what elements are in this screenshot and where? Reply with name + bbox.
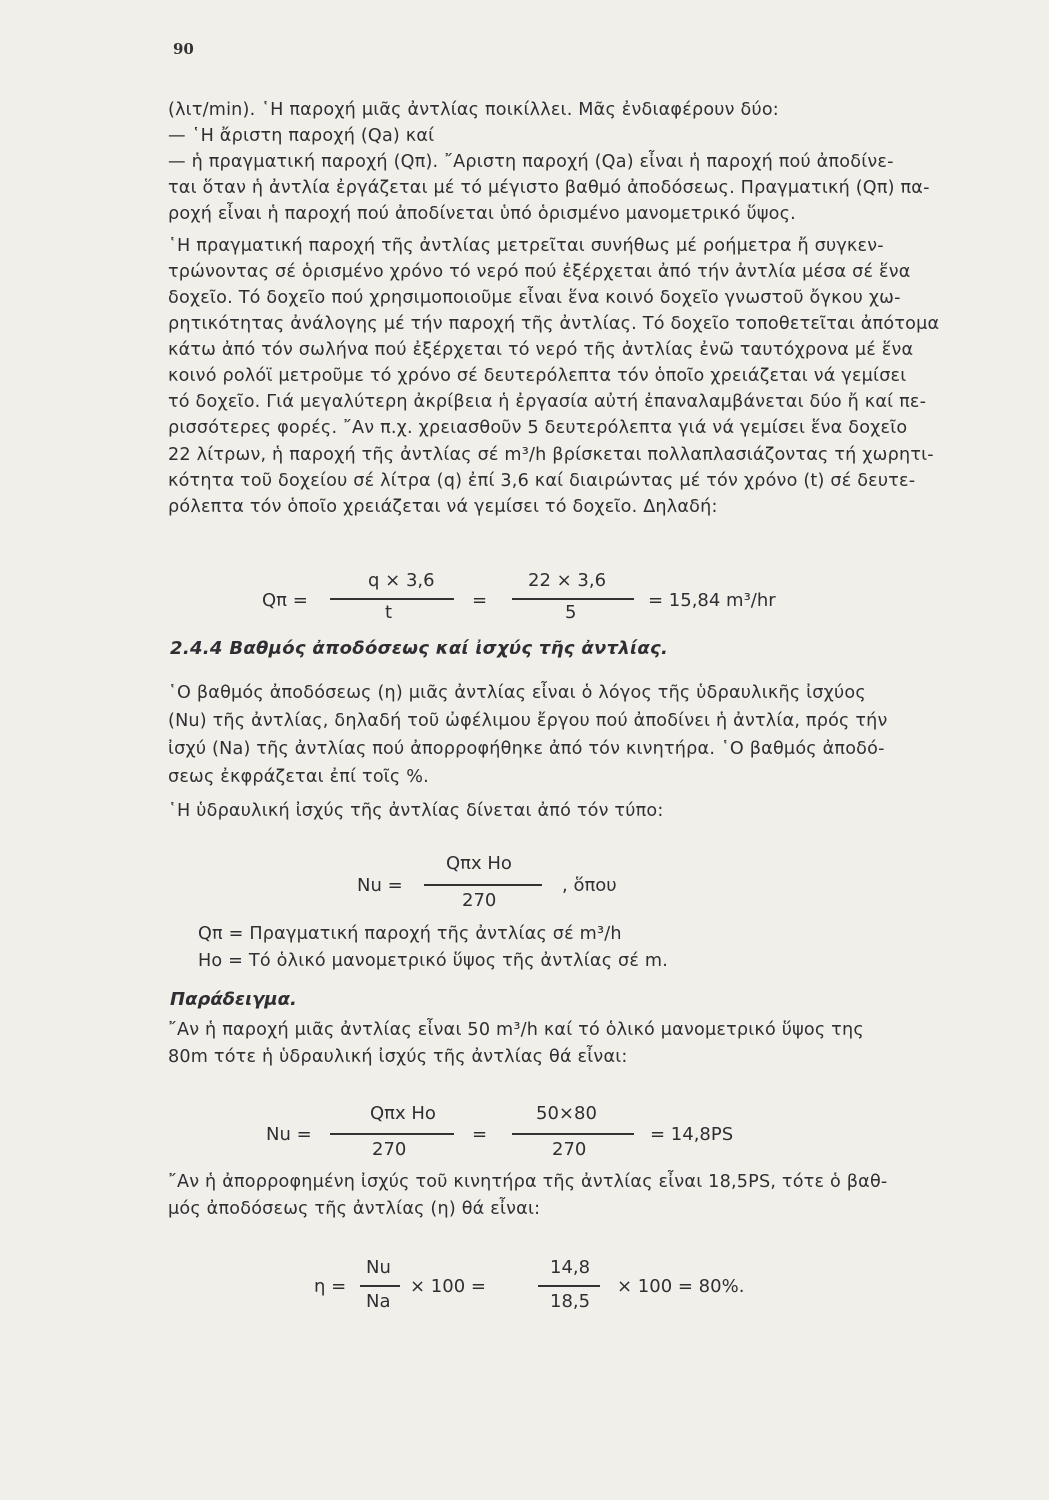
formula-lhs: Nu = <box>357 875 403 896</box>
fraction-numerator: Qπx Ho <box>446 853 512 874</box>
fraction-numerator: Nu <box>366 1257 391 1278</box>
page-number: 90 <box>173 40 194 58</box>
text-line: — ῾Η ἄριστη παροχή (Qa) καί <box>168 126 435 146</box>
multiply-term: × 100 = <box>410 1276 486 1297</box>
text-line: ῎Αν ἡ ἀπορροφημένη ἰσχύς τοῦ κινητήρα τῆς ἀντλίας εἶναι 18,5PS, τότε ὁ βαθ- <box>168 1172 888 1192</box>
text-line: ῎Αν ἡ παροχή μιᾶς ἀντλίας εἶναι 50 m³/h καί τό ὁλικό μανομετρικό ὕψος της <box>168 1020 864 1040</box>
text-line: 22 λίτρων, ἡ παροχή τῆς ἀντλίας σέ m³/h βρίσκεται πολλαπλασιάζοντας τή χωρητι- <box>168 445 934 465</box>
text-line: 80m τότε ἡ ὑδραυλική ἰσχύς τῆς ἀντλίας θά εἶναι: <box>168 1047 628 1067</box>
fraction-denominator: t <box>385 602 393 623</box>
formula-result: × 100 = 80%. <box>617 1276 745 1297</box>
fraction-bar <box>424 884 542 886</box>
fraction-denominator: Na <box>366 1291 391 1312</box>
fraction-denominator: 270 <box>462 890 497 911</box>
fraction-denominator: 18,5 <box>550 1291 591 1312</box>
text-line: — ἡ πραγματική παροχή (Qπ). ῎Αριστη παροχή (Qa) εἶναι ἡ παροχή πού ἀποδίνε- <box>168 152 894 172</box>
fraction-numerator: q × 3,6 <box>368 570 435 591</box>
fraction-bar <box>360 1285 400 1287</box>
text-line: ῾Η ὑδραυλική ἰσχύς τῆς ἀντλίας δίνεται ἀπό τόν τύπο: <box>168 801 664 821</box>
fraction-bar <box>512 598 634 600</box>
fraction-numerator: Qπx Ho <box>370 1103 436 1124</box>
text-line: κάτω ἀπό τόν σωλήνα πού ἐξέρχεται τό νερό τῆς ἀντλίας ἐνῶ ταυτόχρονα μέ ἕνα <box>168 340 914 360</box>
text-line: ρητικότητας ἀνάλογης μέ τήν παροχή τῆς ἀντλίας. Τό δοχεῖο τοποθετεῖται ἀπότομα <box>168 314 940 334</box>
text-line: ται ὅταν ἡ ἀντλία ἐργάζεται μέ τό μέγιστο βαθμό ἀποδόσεως. Πραγματική (Qπ) πα- <box>168 178 930 198</box>
text-line: ῾Ο βαθμός ἀποδόσεως (η) μιᾶς ἀντλίας εἶναι ὁ λόγος τῆς ὑδραυλικῆς ἰσχύος <box>168 683 866 703</box>
text-line: κότητα τοῦ δοχείου σέ λίτρα (q) ἐπί 3,6 καί διαιρώντας μέ τόν χρόνο (t) σέ δευτε- <box>168 471 916 491</box>
text-line: ρισσότερες φορές. ῎Αν π.χ. χρειασθοῦν 5 δευτερόλεπτα γιά νά γεμίσει ἕνα δοχεῖο <box>168 418 908 438</box>
text-line: τό δοχεῖο. Γιά μεγαλύτερη ἀκρίβεια ἡ ἐργασία αὐτή ἐπαναλαμβάνεται δύο ἤ καί πε- <box>168 392 927 412</box>
fraction-numerator: 22 × 3,6 <box>528 570 607 591</box>
formula-lhs: Nu = <box>266 1124 312 1145</box>
formula-result: = 15,84 m³/hr <box>648 590 776 611</box>
equals-sign: = <box>472 590 488 611</box>
text-line: δοχεῖο. Τό δοχεῖο πού χρησιμοποιοῦμε εἶναι ἕνα κοινό δοχεῖο γνωστοῦ ὄγκου χω- <box>168 288 901 308</box>
fraction-numerator: 14,8 <box>550 1257 591 1278</box>
fraction-denominator: 270 <box>552 1139 587 1160</box>
text-line: ῾Η πραγματική παροχή τῆς ἀντλίας μετρεῖται συνήθως μέ ροήμετρα ἤ συγκεν- <box>168 236 884 256</box>
formula-lhs: Qπ = <box>262 590 308 611</box>
text-line: μός ἀποδόσεως τῆς ἀντλίας (η) θά εἶναι: <box>168 1199 541 1219</box>
formula-suffix: , ὅπου <box>562 875 617 896</box>
section-heading: 2.4.4 Βαθμός ἀποδόσεως καί ἰσχύς τῆς ἀντλίας. <box>170 638 669 659</box>
text-line: σεως ἐκφράζεται ἐπί τοῖς %. <box>168 767 429 787</box>
equals-sign: = <box>472 1124 488 1145</box>
text-line: (Nu) τῆς ἀντλίας, δηλαδή τοῦ ὠφέλιμου ἔργου πού ἀποδίνει ἡ ἀντλία, πρός τήν <box>168 711 888 731</box>
text-line: ἰσχύ (Na) τῆς ἀντλίας πού ἀπορροφήθηκε ἀπό τόν κινητήρα. ῾Ο βαθμός ἀποδό- <box>168 739 885 759</box>
formula-result: = 14,8PS <box>650 1124 734 1145</box>
fraction-bar <box>330 598 454 600</box>
text-line: κοινό ρολόϊ μετροῦμε τό χρόνο σέ δευτερόλεπτα τόν ὁποῖο χρειάζεται νά γεμίσει <box>168 366 907 386</box>
formula-lhs: η = <box>314 1276 347 1297</box>
example-heading: Παράδειγμα. <box>170 989 297 1010</box>
fraction-bar <box>330 1133 454 1135</box>
fraction-denominator: 5 <box>565 602 577 623</box>
fraction-numerator: 50×80 <box>536 1103 597 1124</box>
text-line: ροχή εἶναι ἡ παροχή πού ἀποδίνεται ὑπό ὁρισμένο μανομετρικό ὕψος. <box>168 204 796 224</box>
fraction-bar <box>538 1285 600 1287</box>
text-line: (λιτ/min). ῾Η παροχή μιᾶς ἀντλίας ποικίλλει. Μᾶς ἐνδιαφέρουν δύο: <box>168 100 779 120</box>
text-line: ρόλεπτα τόν ὁποῖο χρειάζεται νά γεμίσει τό δοχεῖο. Δηλαδή: <box>168 497 718 517</box>
definition-ho: Ho = Τό ὁλικό μανομετρικό ὕψος τῆς ἀντλίας σέ m. <box>198 951 669 971</box>
fraction-denominator: 270 <box>372 1139 407 1160</box>
definition-qp: Qπ = Πραγματική παροχή τῆς ἀντλίας σέ m³/h <box>198 924 622 944</box>
text-line: τρώνοντας σέ ὁρισμένο χρόνο τό νερό πού ἐξέρχεται ἀπό τήν ἀντλία μέσα σέ ἕνα <box>168 262 911 282</box>
fraction-bar <box>512 1133 634 1135</box>
